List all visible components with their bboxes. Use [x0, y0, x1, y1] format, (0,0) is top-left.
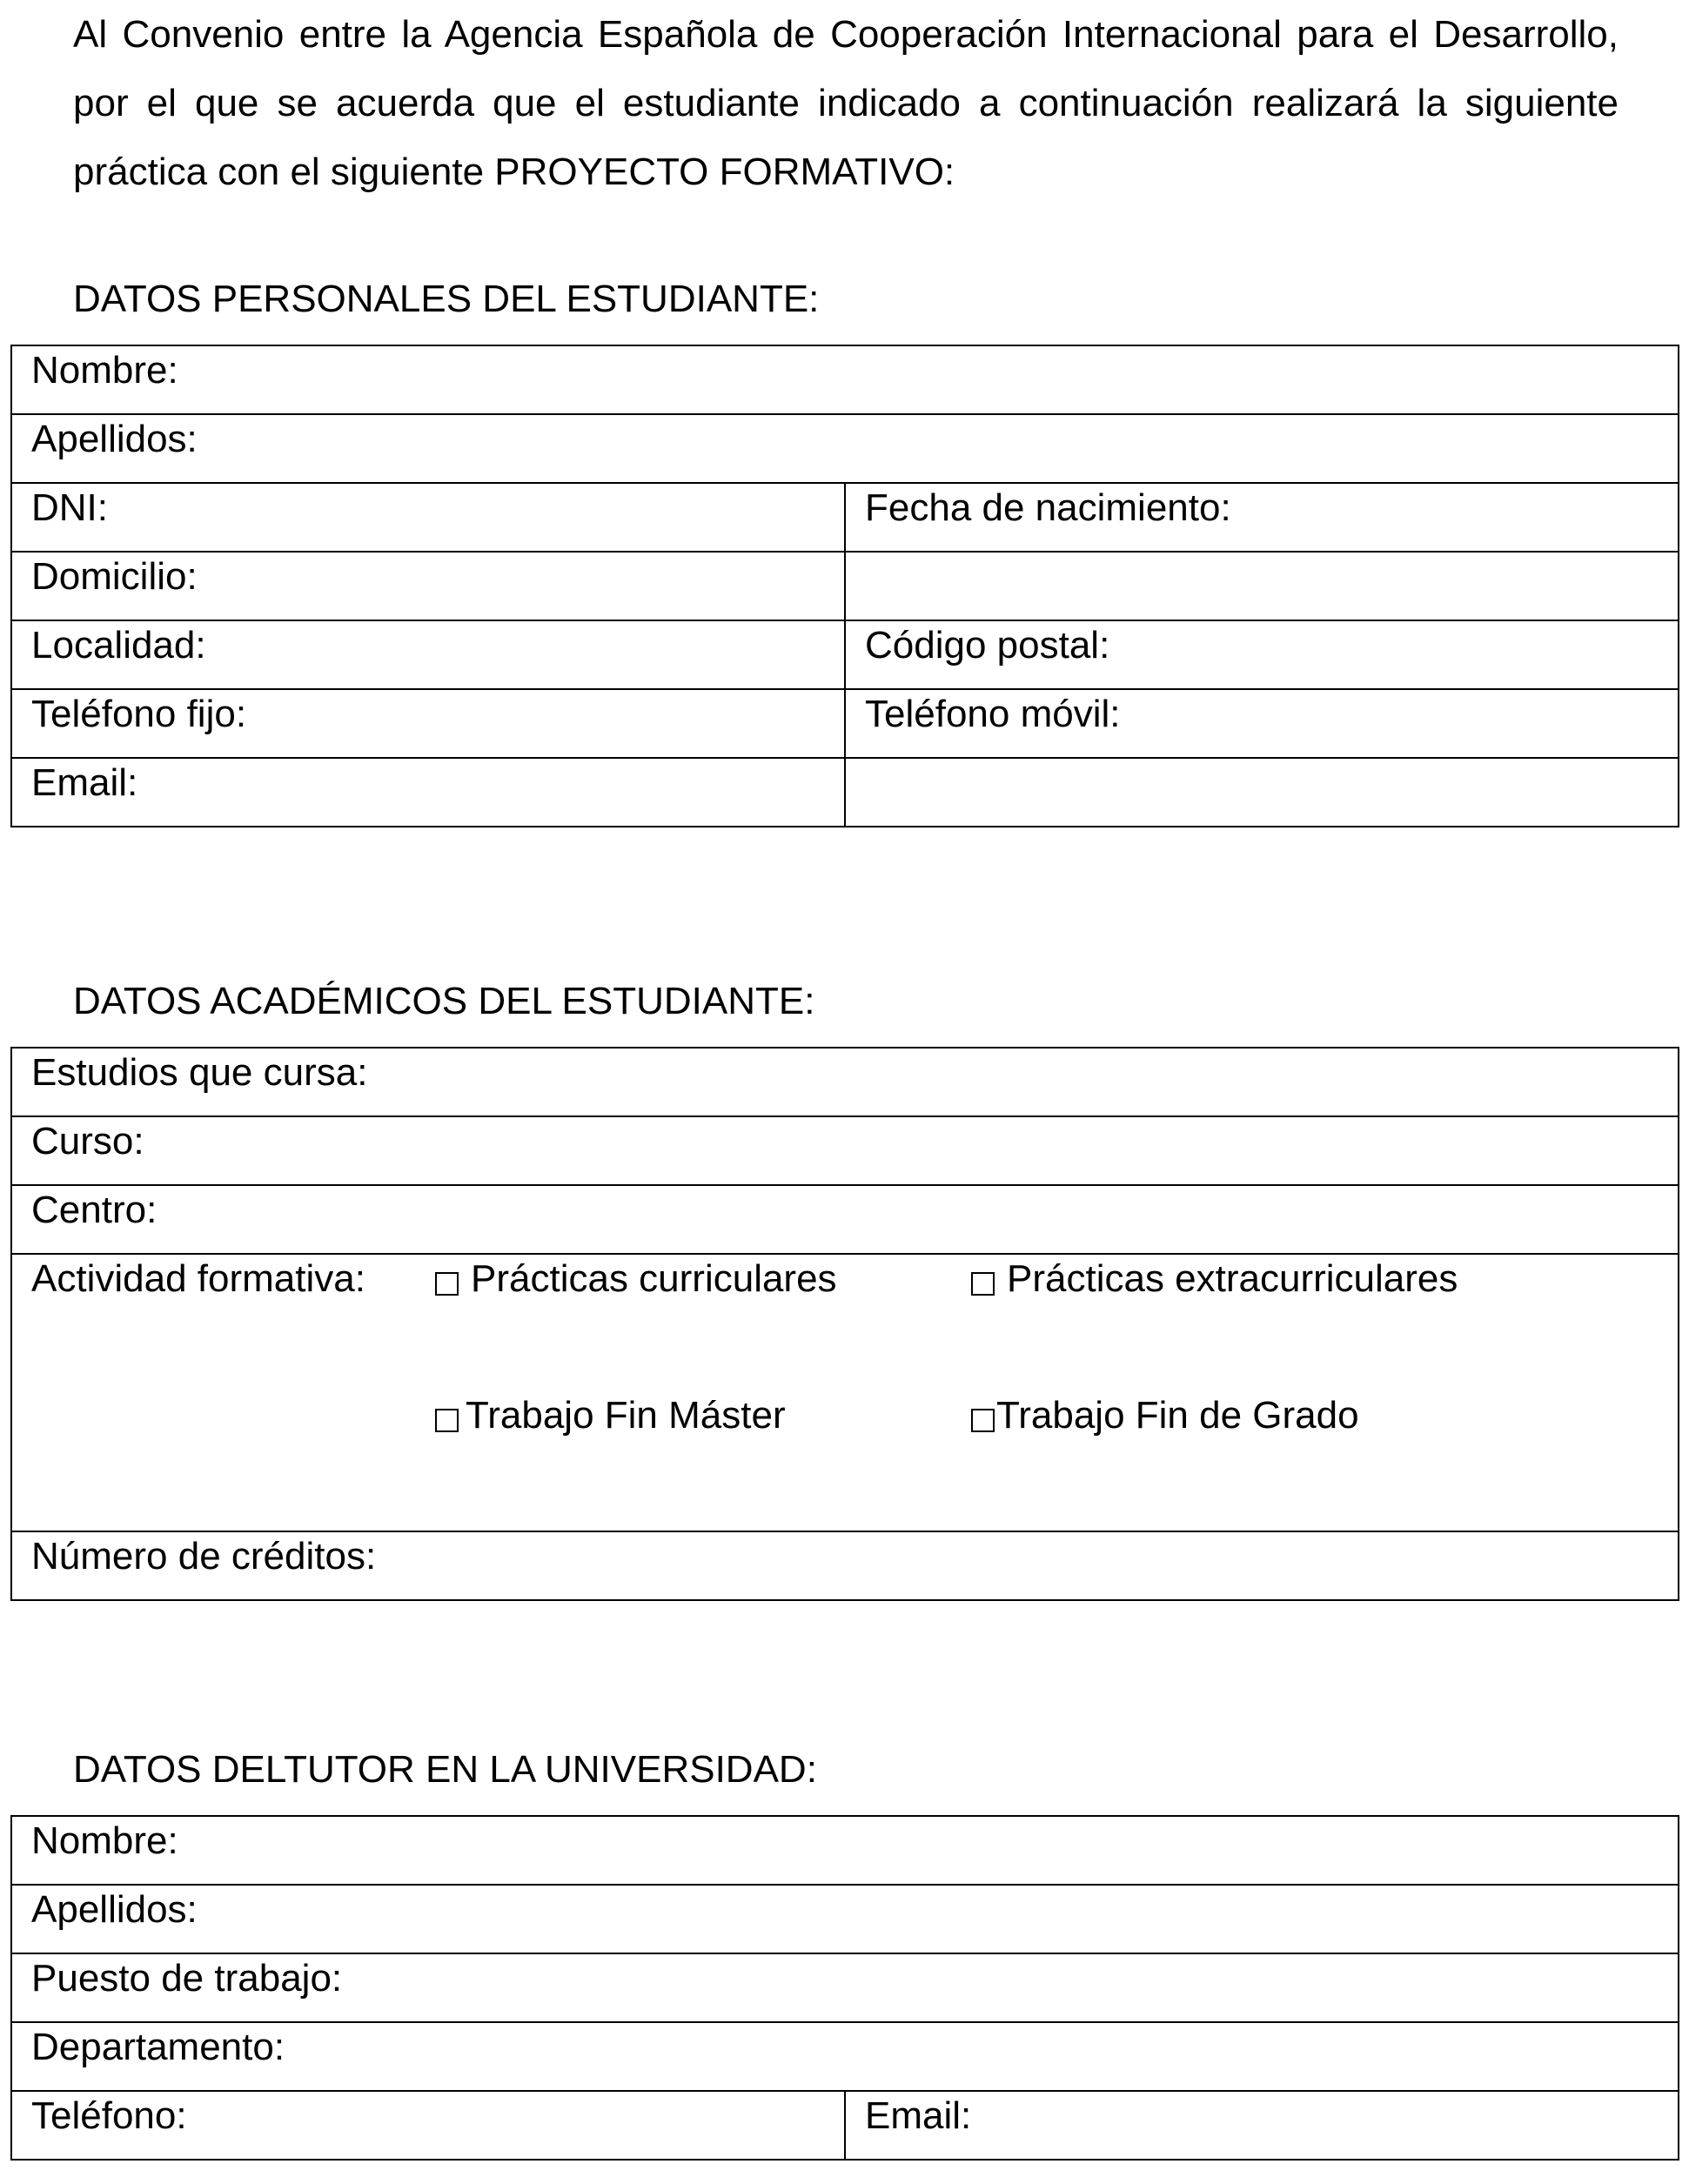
landline-field[interactable]: [11, 689, 845, 758]
table-row: [11, 1531, 1679, 1600]
table-row: [11, 1953, 1679, 2022]
empty-cell[interactable]: [845, 758, 1679, 827]
table-row: [11, 1885, 1679, 1953]
field-label: Actividad formativa:: [31, 1257, 365, 1300]
personal-data-heading: DATOS PERSONALES DEL ESTUDIANTE:: [73, 278, 820, 320]
training-activity-field: [11, 1254, 1679, 1531]
academic-data-heading: DATOS ACADÉMICOS DEL ESTUDIANTE:: [73, 980, 815, 1022]
option-extracurricular-practices[interactable]: [971, 1255, 1458, 1303]
student-name-field[interactable]: [11, 345, 1679, 414]
table-row: [11, 483, 1679, 552]
table-row: [11, 552, 1679, 620]
postal-code-field[interactable]: [845, 620, 1679, 689]
field-label: Domicilio:: [31, 555, 198, 598]
tutor-surname-field[interactable]: [11, 1885, 1679, 1953]
tutor-name-field[interactable]: [11, 1816, 1679, 1885]
field-label: Teléfono:: [31, 2094, 187, 2137]
table-row: [11, 2091, 1679, 2160]
dni-field[interactable]: [11, 483, 845, 552]
field-label: Departamento:: [31, 2026, 285, 2068]
mobile-field[interactable]: [845, 689, 1679, 758]
field-label: Número de créditos:: [31, 1535, 377, 1578]
field-label: Teléfono móvil:: [865, 693, 1121, 735]
field-label: Teléfono fijo:: [31, 693, 247, 735]
email-field[interactable]: [11, 758, 845, 827]
tutor-department-field[interactable]: [11, 2022, 1679, 2091]
table-row: [11, 2022, 1679, 2091]
field-label: Centro:: [31, 1189, 158, 1231]
tutor-data-table: [10, 1815, 1679, 2161]
intro-paragraph: Al Convenio entre la Agencia Española de Cooperación Internacional para el Desarrollo, por el que se acuerda que el estudiante indicado a continuación realizará la siguiente práctica con el siguiente PROYECTO FORMATIVO:: [73, 13, 1619, 193]
city-field[interactable]: [11, 620, 845, 689]
tutor-position-field[interactable]: [11, 1953, 1679, 2022]
personal-data-table: [10, 345, 1679, 827]
option-master-thesis[interactable]: [435, 1391, 786, 1440]
table-row: [11, 345, 1679, 414]
option-degree-thesis[interactable]: [971, 1391, 1359, 1440]
field-label: Fecha de nacimiento:: [865, 486, 1231, 529]
field-label: Curso:: [31, 1120, 144, 1162]
table-row: [11, 1116, 1679, 1185]
option-label: Trabajo Fin de Grado: [996, 1394, 1359, 1437]
tutor-phone-field[interactable]: [11, 2091, 845, 2160]
center-field[interactable]: [11, 1185, 1679, 1254]
table-row: [11, 1185, 1679, 1254]
table-row: [11, 1816, 1679, 1885]
option-label: Prácticas curriculares: [471, 1257, 837, 1300]
field-label: Localidad:: [31, 624, 206, 667]
field-label: Apellidos:: [31, 418, 198, 460]
address-field[interactable]: [11, 552, 845, 620]
table-row: [11, 414, 1679, 483]
option-label: Trabajo Fin Máster: [466, 1394, 786, 1437]
checkbox-icon[interactable]: [435, 1409, 459, 1432]
checkbox-icon[interactable]: [435, 1272, 459, 1296]
course-field[interactable]: [11, 1116, 1679, 1185]
field-label: Apellidos:: [31, 1888, 198, 1931]
checkbox-icon[interactable]: [971, 1409, 995, 1432]
tutor-data-heading: DATOS DELTUTOR EN LA UNIVERSIDAD:: [73, 1748, 817, 1791]
option-curricular-practices[interactable]: [435, 1255, 837, 1303]
studies-field[interactable]: [11, 1048, 1679, 1116]
table-row: [11, 620, 1679, 689]
field-label: Puesto de trabajo:: [31, 1957, 343, 2000]
birthdate-field[interactable]: [845, 483, 1679, 552]
credits-field[interactable]: [11, 1531, 1679, 1600]
option-label: Prácticas extracurriculares: [1007, 1257, 1458, 1300]
field-label: Email:: [865, 2094, 972, 2137]
field-label: Nombre:: [31, 349, 178, 392]
tutor-email-field[interactable]: [845, 2091, 1679, 2160]
field-label: DNI:: [31, 486, 108, 529]
empty-cell[interactable]: [845, 552, 1679, 620]
field-label: Código postal:: [865, 624, 1110, 667]
academic-data-table: [10, 1047, 1679, 1601]
table-row: [11, 758, 1679, 827]
field-label: Email:: [31, 761, 138, 804]
table-row: [11, 689, 1679, 758]
field-label: Nombre:: [31, 1819, 178, 1862]
table-row: [11, 1048, 1679, 1116]
field-label: Estudios que cursa:: [31, 1051, 368, 1094]
checkbox-icon[interactable]: [971, 1272, 995, 1296]
student-surname-field[interactable]: [11, 414, 1679, 483]
table-row: [11, 1254, 1679, 1531]
